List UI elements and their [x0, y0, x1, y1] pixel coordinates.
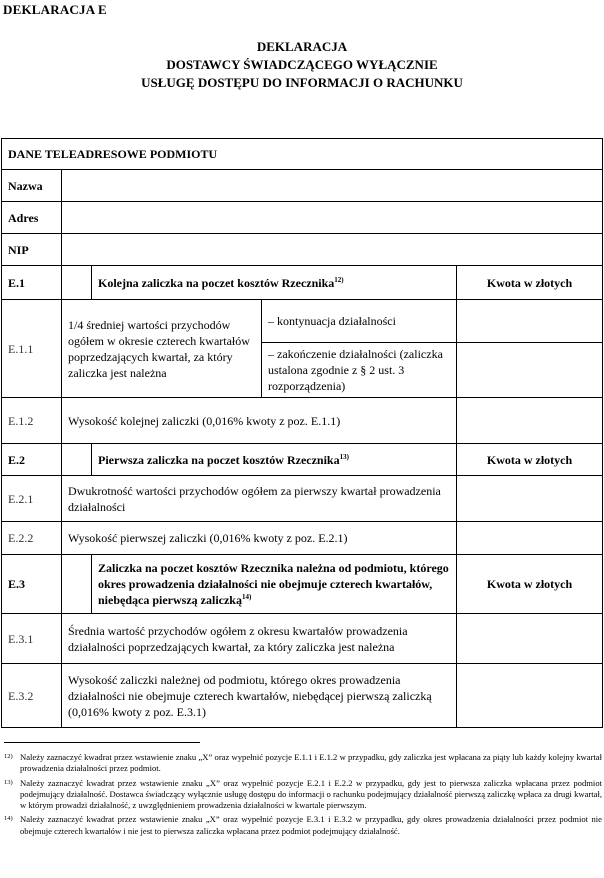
e11-option-continuation: – kontynuacja działalności	[262, 300, 457, 343]
footnote-ref: 14)	[241, 593, 252, 601]
footnote-number: 12)	[4, 753, 13, 760]
e32-description: Wysokość zaliczki należnej od podmiotu, którego okres prowadzenia działalności nie obejmuje czterech kwartałów, niebędącej pierwszą zaliczką (0,016% kwoty z poz. E.3.1)	[62, 664, 457, 728]
document-label: DEKLARACJA E	[3, 2, 107, 17]
declaration-form-table	[1, 138, 603, 728]
footnote	[4, 752, 602, 775]
e21-code: E.2.1	[2, 476, 62, 522]
e11-amount-continuation[interactable]	[457, 300, 603, 343]
footnote-number: 13)	[4, 778, 13, 786]
e2-title: Pierwsza zaliczka na poczet kosztów Rzecznika$^{13)}$	[92, 444, 457, 476]
e1-checkbox[interactable]	[62, 266, 92, 300]
e3-checkbox[interactable]	[62, 555, 92, 614]
address-label: Adres	[2, 202, 62, 234]
title-line: USŁUGĘ DOSTĘPU DO INFORMACJI O RACHUNKU	[141, 75, 463, 90]
e12-description: Wysokość kolejnej zaliczki (0,016% kwoty z poz. E.1.1)	[62, 398, 457, 444]
e3-title: Zaliczka na poczet kosztów Rzecznika należna od podmiotu, którego okres prowadzenia działalności nie obejmuje czterech kwartałów, niebędąca pierwszą zaliczką$^{14)}$	[92, 555, 457, 614]
e31-code: E.3.1	[2, 614, 62, 664]
footnote-text: Należy zaznaczyć kwadrat przez wstawienie znaku „X” oraz wypełnić pozycje E.3.1 i E.3.2 w przypadku, gdy okres prowadzenia działalności przez podmiot nie obejmuje czterech kwartałów i nie jest to pierwsza zaliczka wpłacana przez podmiot podejmujący działalność.	[20, 814, 602, 836]
e11-amount-closure[interactable]	[457, 343, 603, 398]
address-field[interactable]	[62, 202, 603, 234]
e12-code: E.1.2	[2, 398, 62, 444]
footnote-text: Należy zaznaczyć kwadrat przez wstawienie znaku „X” oraz wypełnić pozycje E.1.1 i E.1.2 w przypadku, gdy zaliczka jest wpłacana za piąty lub każdy kolejny kwartał prowadzenia działalności przez podmiot.	[20, 752, 602, 774]
amount-header: Kwota w złotych	[457, 555, 603, 614]
footnote-text: Należy zaznaczyć kwadrat przez wstawienie znaku „X” oraz wypełnić pozycje E.2.1 i E.2.2 w przypadku, gdy jest to pierwsza zaliczka wpłacana przez podmiot podejmujący działalność. Dostawca świadczący wyłącznie usługę dostępu do informacji o rachunku podejmujący działalność pierwszą zaliczkę wpłaca za drugi kwartał, w którym prowadzi działalność, z uwzględnieniem prowadzenia działalności w kwartale pierwszym.	[20, 777, 602, 811]
footnote-ref: 13)	[339, 452, 349, 461]
title-line: DOSTAWCY ŚWIADCZĄCEGO WYŁĄCZNIE	[166, 57, 438, 72]
e21-amount[interactable]	[457, 476, 603, 522]
footnote	[4, 778, 602, 812]
e32-amount[interactable]	[457, 664, 603, 728]
section-header: DANE TELEADRESOWE PODMIOTU	[2, 139, 603, 170]
e22-code: E.2.2	[2, 522, 62, 555]
amount-header: Kwota w złotych	[457, 444, 603, 476]
name-label: Nazwa	[2, 170, 62, 202]
e31-amount[interactable]	[457, 614, 603, 664]
e3-code: E.3	[2, 555, 62, 614]
footnote-divider	[4, 742, 200, 743]
e2-code: E.2	[2, 444, 62, 476]
footnote-number: 14)	[4, 815, 13, 823]
e21-description: Dwukrotność wartości przychodów ogółem za pierwszy kwartał prowadzenia działalności	[62, 476, 457, 522]
amount-header: Kwota w złotych	[457, 266, 603, 300]
footnotes	[4, 752, 602, 840]
e22-amount[interactable]	[457, 522, 603, 555]
name-field[interactable]	[62, 170, 603, 202]
e11-description: 1/4 średniej wartości przychodów ogółem w okresie czterech kwartałów poprzedzających kwartał, za który zaliczka jest należna	[62, 300, 262, 398]
nip-label: NIP	[2, 234, 62, 266]
e1-title: Kolejna zaliczka na poczet kosztów Rzecznika$^{12)}$	[92, 266, 457, 300]
e31-description: Średnia wartość przychodów ogółem z okresu kwartałów prowadzenia działalności poprzedzających kwartał, za który zaliczka jest należna	[62, 614, 457, 664]
e11-option-closure: – zakończenie działalności (zaliczka ustalona zgodnie z § 2 ust. 3 rozporządzenia)	[262, 343, 457, 398]
nip-field[interactable]	[62, 234, 603, 266]
e32-code: E.3.2	[2, 664, 62, 728]
footnote-ref: 12)	[334, 275, 344, 284]
footnote	[4, 814, 602, 837]
e2-checkbox[interactable]	[62, 444, 92, 476]
e11-code: E.1.1	[2, 300, 62, 398]
e12-amount[interactable]	[457, 398, 603, 444]
e22-description: Wysokość pierwszej zaliczki (0,016% kwoty z poz. E.2.1)	[62, 522, 457, 555]
title-line: DEKLARACJA	[256, 39, 348, 54]
document-title	[0, 38, 604, 92]
e1-code: E.1	[2, 266, 62, 300]
